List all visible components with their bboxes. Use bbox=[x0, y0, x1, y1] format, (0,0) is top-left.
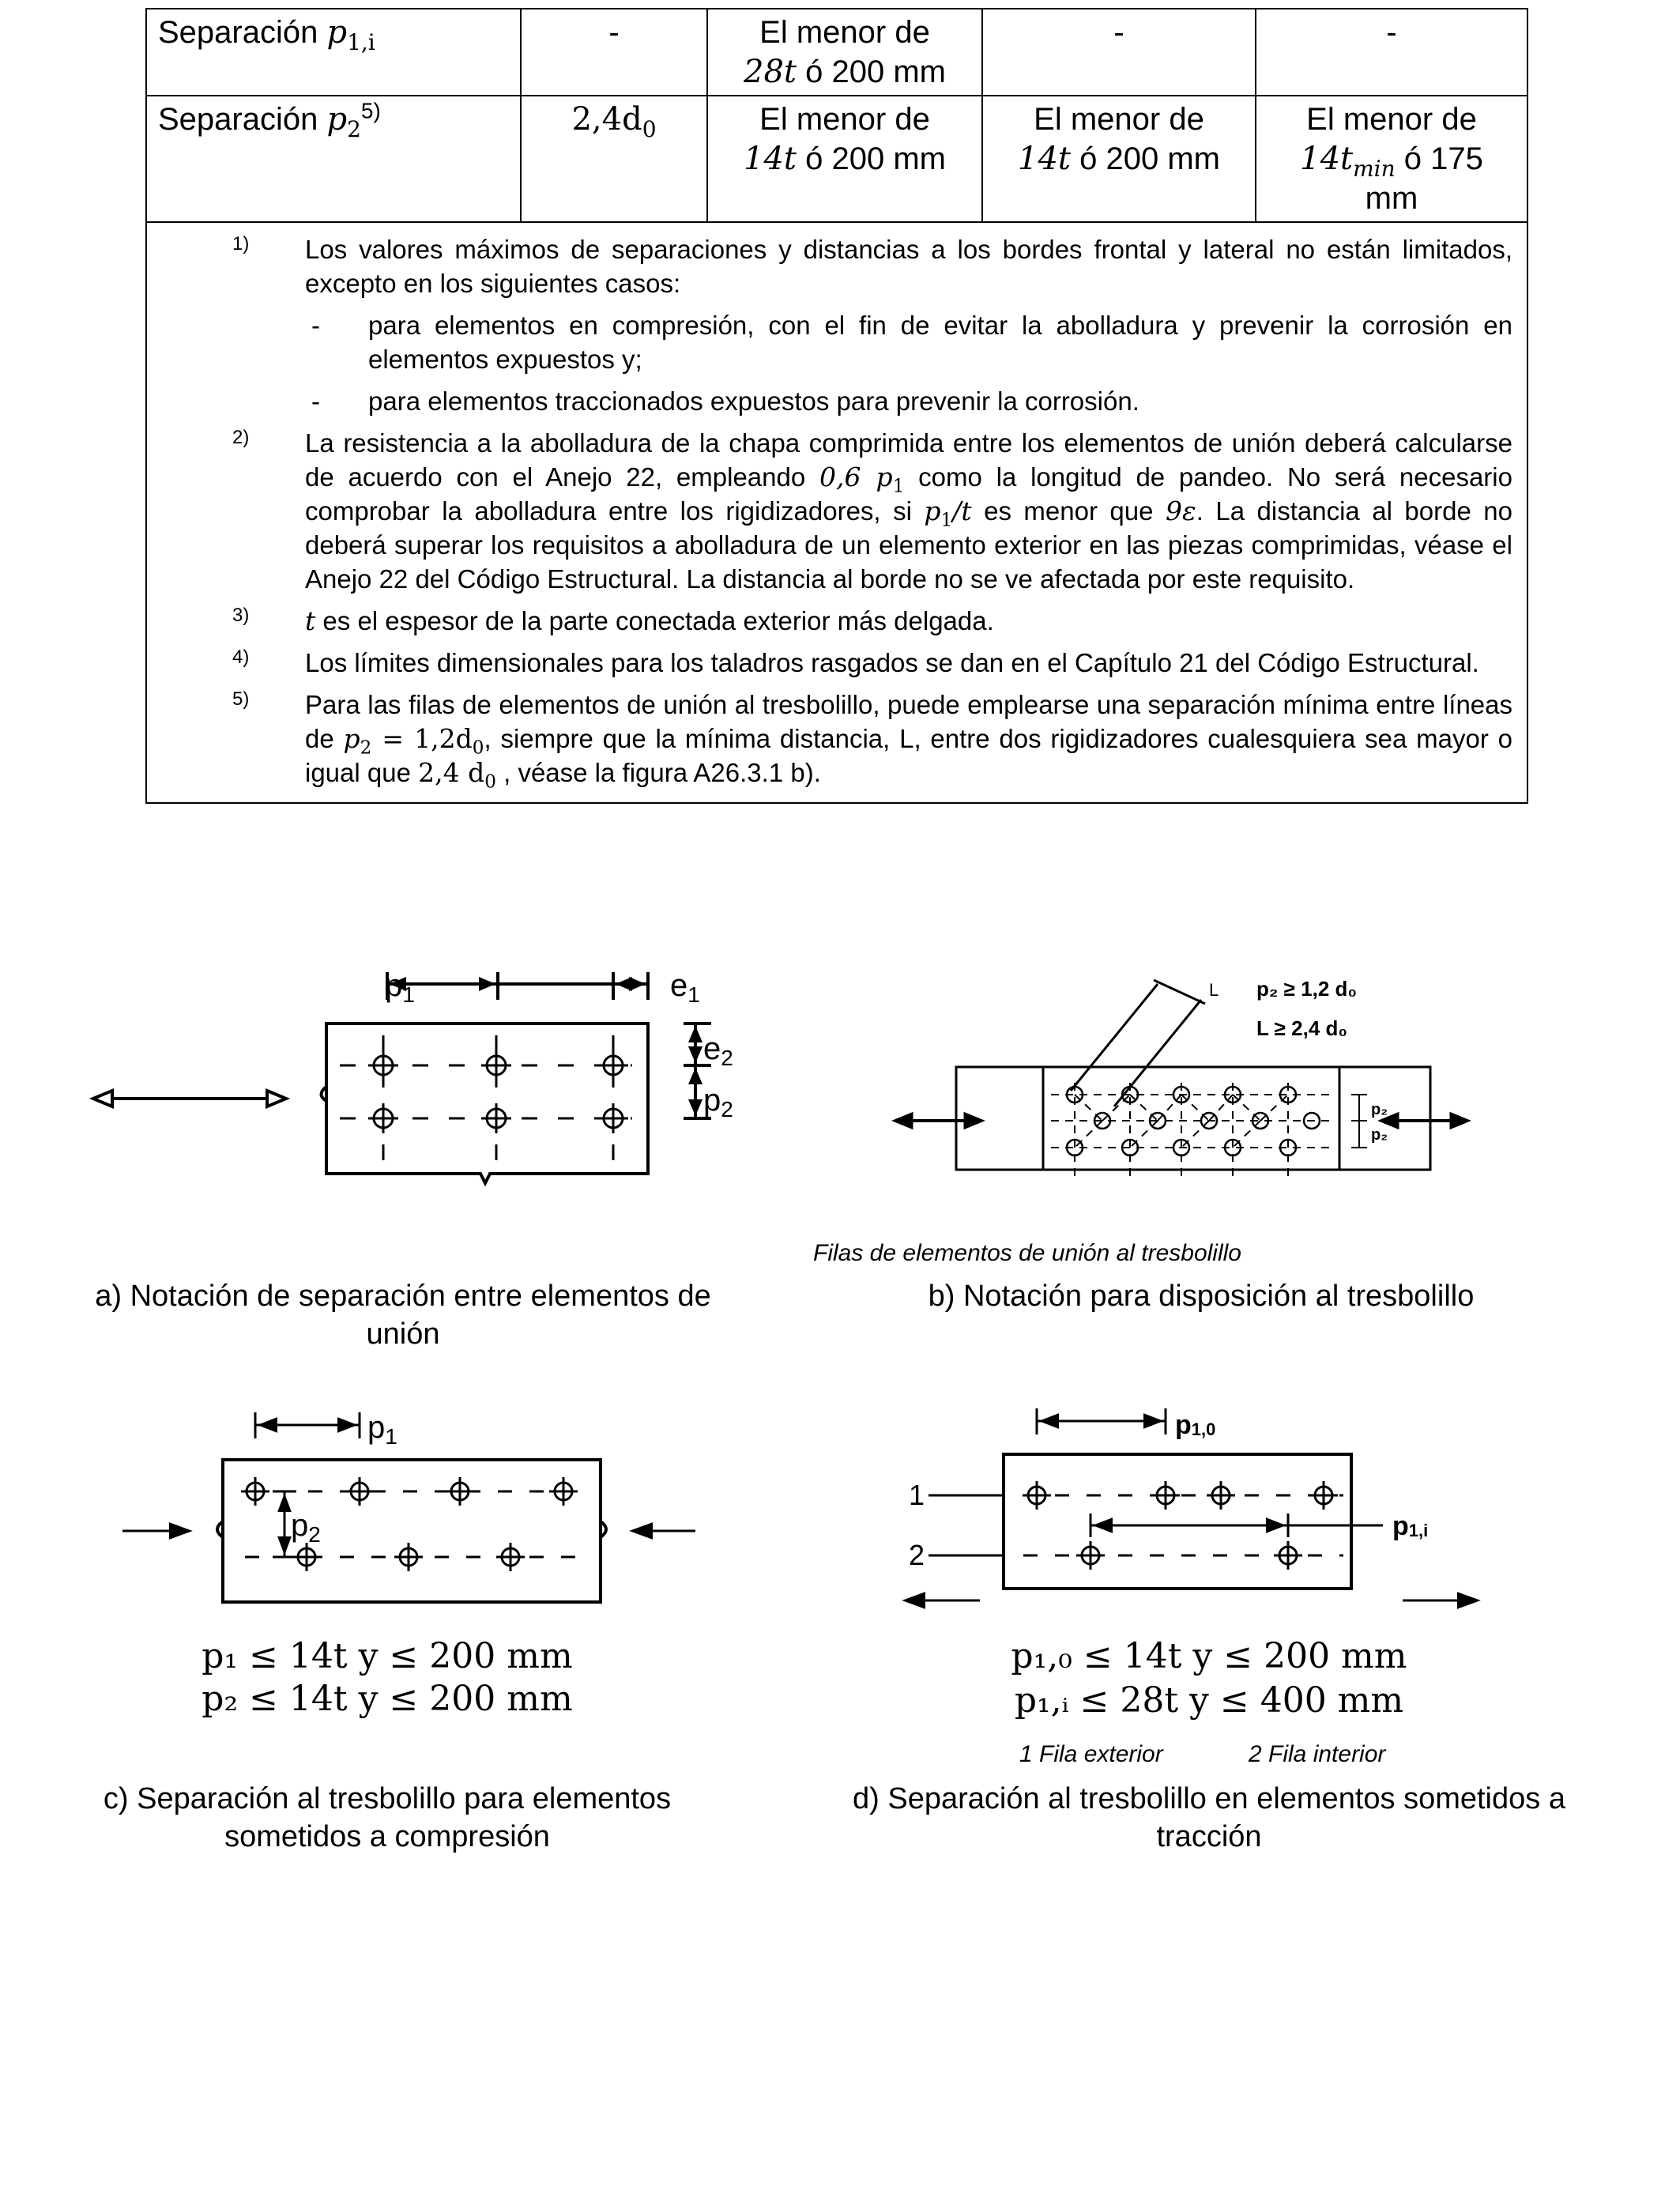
fig-d-legend-1: 1 Fila exterior bbox=[1019, 1741, 1163, 1767]
cell-p1i-col3: El menor de 28t ó 200 mm bbox=[707, 9, 982, 96]
cell-p1i-col5: - bbox=[1256, 9, 1527, 96]
fig-a-label-e2: e bbox=[703, 1031, 721, 1066]
fig-c-formula-1: p₁ ≤ 14t y ≤ 200 mm bbox=[202, 1636, 573, 1676]
fig-a-label-p1: p bbox=[385, 968, 403, 1003]
svg-text:p2: $p_2$ bbox=[291, 1508, 321, 1547]
spacing-table bbox=[145, 8, 1528, 804]
svg-text:p1,i: p1,i bbox=[1392, 1511, 1429, 1541]
svg-text:e1: $e_1$ bbox=[670, 968, 700, 1007]
fig-b-label-p2-upper: p₂ bbox=[1371, 1101, 1388, 1118]
table-row-p2 bbox=[146, 96, 1527, 222]
cell-p2-col3: El menor de 14t ó 200 mm bbox=[707, 96, 982, 222]
svg-text:p1: $p_1$ bbox=[385, 968, 415, 1007]
fig-a-label-e1: e bbox=[670, 968, 688, 1003]
fig-d-row-2-label: 2 bbox=[909, 1539, 925, 1571]
fig-b-rule-2: L ≥ 2,4 d₀ bbox=[1256, 1016, 1348, 1040]
fig-d-formula-1: p₁,₀ ≤ 14t y ≤ 200 mm bbox=[1011, 1636, 1407, 1676]
svg-text:p1: $p_1$ bbox=[367, 1410, 397, 1449]
cell-p1i-col4: - bbox=[982, 9, 1256, 96]
cell-p2-col4: El menor de 14t ó 200 mm bbox=[982, 96, 1256, 222]
note-1: 1) Los valores máximos de separaciones y distancias a los bordes frontal y lateral no están limitados, excepto en los siguientes casos: bbox=[232, 233, 1512, 298]
table-row-p1i bbox=[146, 9, 1527, 96]
figure-d-diagram bbox=[893, 1399, 1494, 1612]
fig-b-label-L: L bbox=[1209, 980, 1219, 1000]
fig-b-rule-1: p₂ ≥ 1,2 d₀ bbox=[1256, 977, 1358, 1001]
note-1-item-2: - para elementos traccionados expuestos para prevenir la corrosión. bbox=[311, 386, 1139, 416]
figure-a-diagram bbox=[79, 960, 790, 1197]
fig-d-formula-2: p₁,ᵢ ≤ 28t y ≤ 400 mm bbox=[1014, 1680, 1404, 1721]
fig-d-caption: d) Separación al tresbolillo en elementos sometidos a tracción bbox=[853, 1782, 1565, 1853]
fig-d-legend-2: 2 Fila interior bbox=[1249, 1741, 1386, 1767]
fig-b-label-p2-lower: p₂ bbox=[1371, 1126, 1388, 1144]
fig-c-caption: c) Separación al tresbolillo para elementos sometidos a compresión bbox=[103, 1782, 672, 1853]
cell-p2-col5: El menor de $14t_{min}$ ó 175 mm bbox=[1256, 96, 1527, 222]
fig-a-label-p2: p bbox=[703, 1083, 721, 1118]
note-1-item-1: - para elementos en compresión, con el fin de evitar la abolladura y prevenir la corrosión en elementos expuestos y; bbox=[311, 311, 1512, 374]
fig-d-label-p10: p bbox=[1175, 1410, 1192, 1440]
svg-text:p2: $p_2$ bbox=[703, 1083, 733, 1122]
fig-b-subtitle: Filas de elementos de unión al tresbolillo bbox=[813, 1240, 1241, 1266]
fig-c-formula-2: p₂ ≤ 14t y ≤ 200 mm bbox=[202, 1679, 573, 1719]
fig-b-caption: b) Notación para disposición al tresbolillo bbox=[928, 1280, 1475, 1313]
note-2: 2) La resistencia a la abolladura de la chapa comprimida entre los elementos de unión deberá calcularse de acuerdo con el Anejo 22, empleando 0,6 $p_1$ como la longitud de pandeo. No será necesario comprobar la abolladura entre los rigidizadores, si $p_1/t$ es menor que 9ε. La distancia al borde no deberá superar los requisitos a abolladura de un elemento exterior en las piezas comprimidas, véase el Anejo 22 del Código Estructural. La distancia al borde no se ve afectada por este requisito. bbox=[232, 427, 1513, 594]
fig-c-label-p2: p bbox=[291, 1508, 309, 1543]
figure-c-diagram bbox=[111, 1403, 711, 1608]
fig-d-row-1-label: 1 bbox=[909, 1479, 925, 1511]
fig-d-label-p1i: p bbox=[1392, 1511, 1409, 1541]
table-row-notes bbox=[146, 222, 1527, 803]
cell-label-p2: Separación $p_2^{5)}$ bbox=[146, 96, 521, 222]
note-4: 4) Los límites dimensionales para los taladros rasgados se dan en el Capítulo 21 del Código Estructural. bbox=[232, 647, 1479, 677]
fig-a-caption: a) Notación de separación entre elementos de unión bbox=[95, 1280, 711, 1351]
svg-text:p1,0: p1,0 bbox=[1175, 1410, 1216, 1440]
note-5: 5) Para las filas de elementos de unión al tresbolillo, puede emplearse una separación mínima entre líneas de $p_2 = 1,2d_0$, siempre que la mínima distancia, L, entre dos rigidizadores cualesquiera sea mayor o igual que 2,4 $d_0$ , véase la figura A26.3.1 b). bbox=[232, 688, 1512, 793]
fig-c-label-p1: p bbox=[367, 1410, 386, 1445]
figure-b-diagram bbox=[877, 964, 1478, 1201]
cell-p2-col2: $2,4d_0$ bbox=[521, 96, 707, 222]
note-3: 3) t es el espesor de la parte conectada exterior más delgada. bbox=[232, 605, 994, 636]
cell-label-p1i: Separación $p_{1,i}$ bbox=[146, 9, 521, 96]
notes-cell bbox=[146, 222, 1527, 803]
svg-text:e2: $e_2$ bbox=[703, 1031, 733, 1070]
cell-p1i-col2: - bbox=[521, 9, 707, 96]
